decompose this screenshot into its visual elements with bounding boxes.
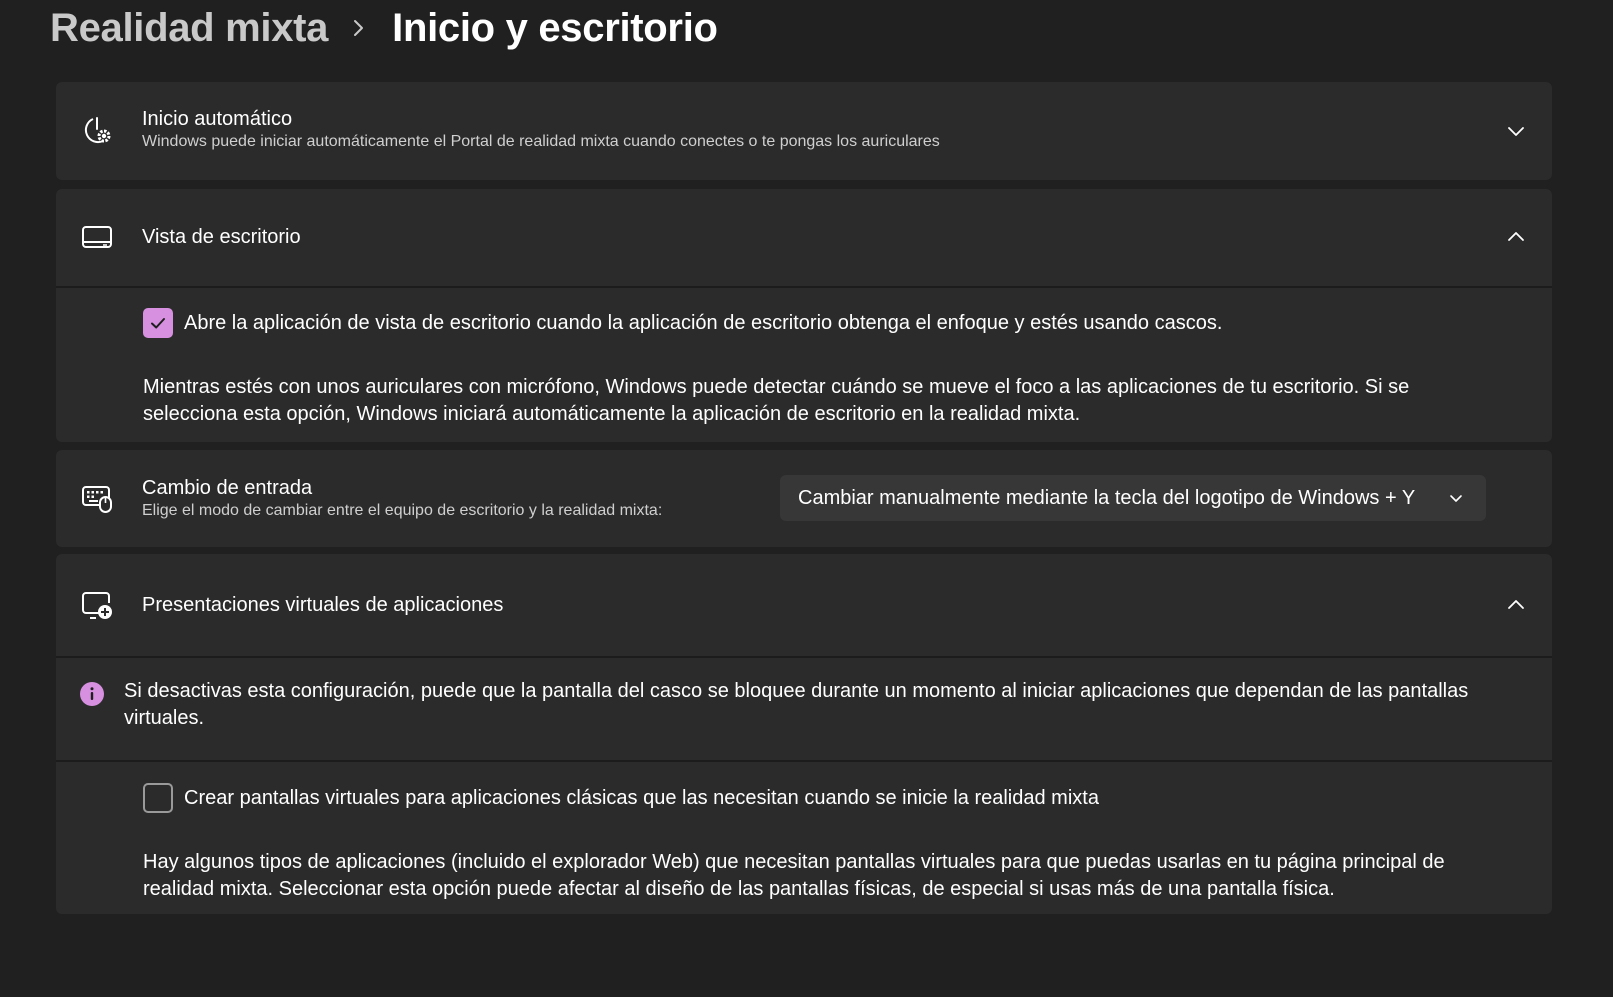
input-switch-title: Cambio de entrada bbox=[142, 477, 313, 499]
virtual-displays-body bbox=[56, 760, 1552, 914]
info-bar bbox=[56, 656, 1552, 760]
info-message: Si desactivas esta configuración, puede que la pantalla del casco se bloquee durante un momento al iniciar aplicaciones que dependan de las pantallas virtuales. bbox=[124, 680, 1469, 729]
virtual-displays-text bbox=[142, 593, 503, 617]
virtual-displays-card bbox=[56, 554, 1552, 914]
input-switch-dropdown[interactable] bbox=[780, 475, 1486, 521]
chevron-up-icon[interactable] bbox=[1504, 225, 1528, 249]
desktop-view-text bbox=[142, 225, 301, 249]
desktop-view-checkbox[interactable] bbox=[143, 308, 173, 338]
virtual-displays-title: Presentaciones virtuales de aplicaciones bbox=[142, 594, 504, 616]
auto-start-title: Inicio automático bbox=[142, 108, 293, 130]
virtual-displays-checkbox[interactable] bbox=[143, 783, 173, 813]
chevron-down-icon bbox=[1446, 488, 1466, 508]
auto-start-text bbox=[142, 107, 940, 153]
input-switch-card bbox=[56, 450, 1552, 547]
auto-start-card[interactable] bbox=[56, 82, 1552, 180]
page-title: Inicio y escritorio bbox=[392, 5, 718, 50]
input-switch-header bbox=[56, 450, 1552, 547]
display-add-icon bbox=[80, 588, 114, 622]
desktop-view-title: Vista de escritorio bbox=[142, 226, 301, 248]
chevron-down-icon[interactable] bbox=[1504, 119, 1528, 143]
virtual-displays-header[interactable] bbox=[56, 554, 1552, 656]
chevron-right-icon bbox=[352, 18, 366, 38]
virtual-displays-checkbox-label[interactable]: Crear pantallas virtuales para aplicaciones clásicas que las necesitan cuando se inicie la realidad mixta bbox=[184, 787, 1099, 809]
dropdown-selected-value: Cambiar manualmente mediante la tecla del logotipo de Windows + Y bbox=[798, 486, 1416, 509]
desktop-view-header[interactable] bbox=[56, 189, 1552, 286]
desktop-view-paragraph: Mientras estés con unos auriculares con micrófono, Windows puede detectar cuándo se mueve el foco a las aplicaciones de tu escritorio. Si se selecciona esta opción, Windows iniciará automáticamente la aplicación de escritorio en la realidad mixta. bbox=[143, 376, 1410, 425]
check-icon bbox=[149, 314, 167, 332]
breadcrumb-parent[interactable]: Realidad mixta bbox=[50, 5, 329, 50]
breadcrumb bbox=[50, 2, 718, 54]
power-settings-icon bbox=[80, 114, 114, 148]
input-switch-description: Elige el modo de cambiar entre el equipo de escritorio y la realidad mixta: bbox=[142, 502, 663, 519]
desktop-view-body bbox=[56, 286, 1552, 442]
keyboard-mouse-icon bbox=[80, 481, 114, 515]
auto-start-header[interactable] bbox=[56, 82, 1552, 180]
chevron-up-icon[interactable] bbox=[1504, 593, 1528, 617]
virtual-displays-paragraph: Hay algunos tipos de aplicaciones (incluido el explorador Web) que necesitan pantallas virtuales para que puedas usarlas en tu página principal de realidad mixta. Seleccionar esta opción puede afectar al diseño de las pantallas físicas, de especial si usas más de una pantalla física. bbox=[143, 851, 1445, 900]
auto-start-description: Windows puede iniciar automáticamente el Portal de realidad mixta cuando conectes o te pongas los auriculares bbox=[142, 133, 940, 150]
info-icon bbox=[80, 682, 104, 706]
input-switch-text bbox=[142, 476, 662, 522]
desktop-view-checkbox-label[interactable]: Abre la aplicación de vista de escritorio cuando la aplicación de escritorio obtenga el enfoque y estés usando cascos. bbox=[184, 312, 1223, 334]
desktop-view-card bbox=[56, 189, 1552, 442]
monitor-icon bbox=[80, 221, 114, 255]
